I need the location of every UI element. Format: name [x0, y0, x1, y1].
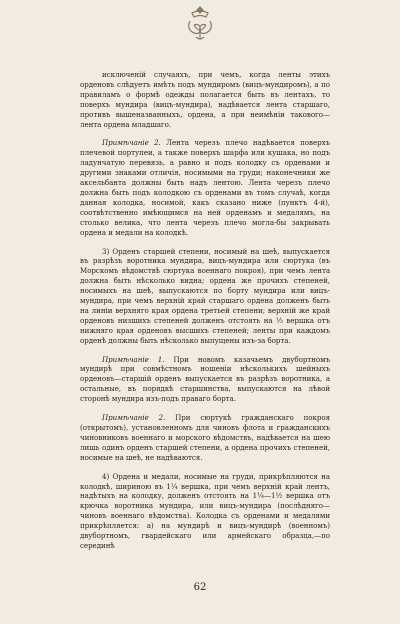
paragraph-continuation	[80, 70, 330, 129]
note-paragraph	[80, 138, 330, 237]
paragraph-text: При новомъ казачьемъ двубортномъ мундирѣ при совмѣстномъ ношеніи нѣсколькихъ шейныхъ орденовъ—старшій орденъ выпускается въ разрѣзъ воротника, а остальные, въ порядкѣ старшинства, выпускаются на лѣвой сторонѣ мундира изъ-подъ праваго борта.	[80, 354, 331, 404]
note-label: Примѣчаніе 1.	[102, 354, 165, 364]
note-paragraph	[80, 355, 330, 405]
paragraph-text: При сюртукѣ гражданскаго покроя (открытомъ), установленномъ для чиновъ флота и гражданскихъ чиновниковъ военнаго и морского вѣдомствъ, надѣвается на шею лишь одинъ орденъ старшей степени, а ордена прочихъ степеней, носимые на шеѣ, не надѣваются.	[80, 413, 330, 462]
numbered-paragraph	[80, 472, 330, 551]
note-label: Примѣчаніе 2.	[102, 413, 166, 423]
paragraph-text: исключеній случаяхъ, при чемъ, когда ленты этихъ орденовъ слѣдуетъ имѣть подъ мундиромъ (вицъ-мундиромъ), а по правиламъ о формѣ одежды полагается быть въ лентахъ, то поверхъ мундира (вицъ-мундира), надѣвается лента старшаго, противъ вышеназванныхъ, ордена, а при неимѣніи такового—лента ордена младшаго.	[80, 70, 330, 129]
paragraph-text: 4) Ордена и медали, носимые на груди, прикрѣпляются на колодкѣ, шириною въ 1¼ вершка, при чемъ верхній край лентъ, надѣтыхъ на колодку, долженъ отстоять на 1¼—1½ вершка отъ крючка воротника мундира, или вицъ-мундира (послѣдняго—чиновъ военнаго вѣдомства). Колодка съ орденами и медалями прикрѣпляется: а) на мундирѣ и вицъ-мундирѣ (военномъ) двубортномъ, гвардейскаго или армейскаго образца,—по серединѣ	[80, 471, 330, 550]
paragraph-text: 3) Орденъ старшей степени, носимый на шеѣ, выпускается въ разрѣзъ воротника мундира, вицъ-мундира или сюртука (въ Морскомъ вѣдомствѣ сюртука военнаго покроя), при чемъ лента должна быть нѣсколько видна; ордена же прочихъ степеней, носимыхъ на шеѣ, выпускаются по борту мундира или вицъ-мундира, при чемъ верхній край старшаго ордена долженъ быть на линіи верхняго края ордена третьей степени; верхній же край орденовъ низшихъ степеней долженъ отстоять на ⅓ вершка отъ нижняго края орденовъ высшихъ степеней; ленты при каждомъ орденѣ должны быть нѣсколько выпущены изъ-за борта.	[80, 246, 330, 345]
imperial-monogram-crest-icon	[180, 3, 220, 43]
paragraph-text: Лента черезъ плечо надѣвается поверхъ плечевой портупеи, а также поверхъ шарфа или кушака, но подъ ладунчатую перевязь, а равно и подъ колодку съ орденами и другими знаками отличія, носимыми на груди; наконечники же аксельбанта должны быть надъ лентою. Лента черезъ плечо должна быть подъ колодкою съ орденами въ томъ случаѣ, когда данная колодка, носимой, какъ сказано ниже (пунктъ 4-й), соотвѣтственно имѣющимся на ней орденамъ и медалямъ, на столько велика, что лента черезъ плечо могла-бы закрывать ордена и медали на колодкѣ.	[80, 138, 331, 237]
body-text	[80, 70, 330, 551]
numbered-paragraph	[80, 247, 330, 346]
page-number: 62	[193, 582, 207, 593]
note-label: Примѣчаніе 2.	[102, 138, 161, 148]
note-paragraph	[80, 413, 330, 463]
